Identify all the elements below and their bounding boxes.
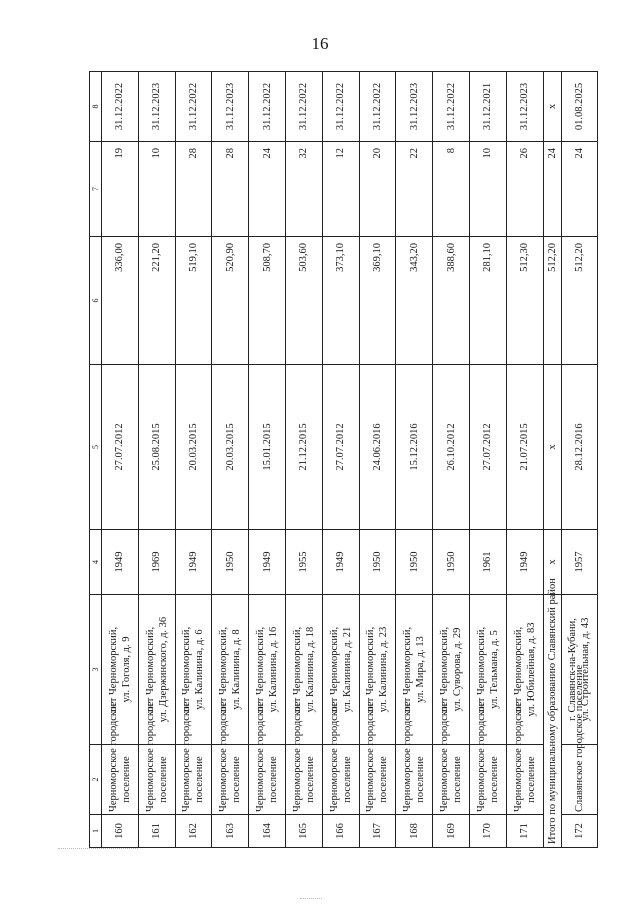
address-cell: [285, 595, 322, 745]
municipality-cell: [322, 701, 359, 815]
area-cell: 373,10: [322, 237, 359, 365]
column-number: 7: [90, 142, 102, 237]
municipality-cell: [212, 701, 249, 815]
total-row: [543, 72, 561, 848]
address-cell-line: ул. Строительная, д. 43: [580, 617, 592, 722]
municipality-cell-line: Черноморское городское: [254, 701, 266, 812]
area-cell: 520,90: [212, 237, 249, 365]
table-row: [285, 72, 322, 848]
deadline-cell: x: [543, 72, 561, 142]
address-cell-line: пгт Черноморский,: [512, 626, 524, 713]
date-cell: 27.07.2012: [322, 365, 359, 530]
scan-artifact: [58, 848, 138, 849]
address-cell-line: пгт Черноморский,: [328, 626, 340, 713]
address-cell-line: ул. Калинина, д. 16: [268, 626, 280, 713]
page-number: 16: [311, 34, 329, 53]
address-cell-line: ул. Суворова, д. 29: [452, 627, 464, 712]
address-cell-line: ул. Дзержинского, д. 36: [157, 616, 169, 723]
municipality-cell-line: Черноморское городское: [218, 701, 230, 812]
table-row: [561, 72, 598, 848]
table-row: [469, 72, 506, 848]
column-number: 6: [90, 237, 102, 365]
row-number: 165: [285, 815, 322, 848]
date-cell: 25.08.2015: [138, 365, 175, 530]
municipality-cell-line: Черноморское городское: [438, 701, 450, 812]
municipality-cell: [506, 701, 543, 815]
address-cell-line: пгт Черноморский,: [107, 626, 119, 713]
date-cell: 28.12.2016: [561, 365, 598, 530]
date-cell: 20.03.2015: [212, 365, 249, 530]
deadline-cell: 31.12.2023: [212, 72, 249, 142]
address-cell-line: ул. Калинина, д. 6: [194, 629, 206, 710]
deadline-cell: 31.12.2021: [469, 72, 506, 142]
area-cell: 503,60: [285, 237, 322, 365]
municipality-cell-line: поселение: [341, 756, 353, 803]
year-cell: 1950: [433, 530, 470, 595]
municipality-cell: [175, 701, 212, 815]
scan-artifact: [300, 898, 322, 899]
count-cell: 10: [469, 142, 506, 237]
municipality-cell-line: поселение: [157, 756, 169, 803]
row-number: 168: [396, 815, 433, 848]
row-number: 172: [561, 815, 598, 848]
header-row: [90, 72, 102, 848]
address-cell-line: ул. Калинина, д. 21: [341, 626, 353, 713]
count-cell: 19: [102, 142, 139, 237]
address-cell-line: ул. Калинина, д. 18: [304, 626, 316, 713]
row-number: 171: [506, 815, 543, 848]
year-cell: 1949: [249, 530, 286, 595]
municipality-cell: [469, 701, 506, 815]
area-cell: 336,00: [102, 237, 139, 365]
municipality-cell: [285, 701, 322, 815]
municipality-cell-line: поселение: [304, 756, 316, 803]
address-cell-line: ул. Мира, д. 13: [415, 636, 427, 703]
address-cell-line: ул. Калинина, д. 23: [378, 626, 390, 713]
address-cell: [506, 595, 543, 745]
year-cell: 1961: [469, 530, 506, 595]
municipality-cell: [102, 701, 139, 815]
count-cell: 32: [285, 142, 322, 237]
area-cell: 388,60: [433, 237, 470, 365]
date-cell: 27.07.2012: [469, 365, 506, 530]
deadline-cell: 31.12.2022: [359, 72, 396, 142]
address-cell-line: пгт Черноморский,: [218, 626, 230, 713]
address-cell-line: пгт Черноморский,: [144, 626, 156, 713]
deadline-cell: 31.12.2022: [175, 72, 212, 142]
count-cell: 22: [396, 142, 433, 237]
row-number: 161: [138, 815, 175, 848]
count-cell: 24: [249, 142, 286, 237]
count-cell: 28: [175, 142, 212, 237]
area-cell: 221,20: [138, 237, 175, 365]
count-cell: 10: [138, 142, 175, 237]
table-container: [89, 72, 592, 848]
year-cell: 1955: [285, 530, 322, 595]
date-cell: 21.07.2015: [506, 365, 543, 530]
table-row: [138, 72, 175, 848]
area-cell: 369,10: [359, 237, 396, 365]
table-row: [322, 72, 359, 848]
address-cell-line: г. Славянск-на-Кубани,: [567, 618, 579, 721]
address-cell-line: пгт Черноморский,: [438, 626, 450, 713]
deadline-cell: 01.08.2025: [561, 72, 598, 142]
rotated-table-frame: [89, 72, 592, 848]
area-cell: 519,10: [175, 237, 212, 365]
address-cell-line: ул. Тельмана, д. 5: [488, 630, 500, 709]
area-cell: 512,30: [506, 237, 543, 365]
table-row: [396, 72, 433, 848]
municipality-cell-line: поселение: [378, 756, 390, 803]
address-cell: [322, 595, 359, 745]
table-row: [175, 72, 212, 848]
municipality-cell-line: поселение: [194, 756, 206, 803]
municipality-cell-line: Черноморское городское: [107, 701, 119, 812]
address-cell: [469, 595, 506, 745]
municipality-cell: [359, 701, 396, 815]
year-cell: 1949: [175, 530, 212, 595]
address-cell-line: ул. Юбилейная, д. 83: [525, 622, 537, 717]
count-cell: 24: [543, 142, 561, 237]
row-number: 164: [249, 815, 286, 848]
date-cell: 21.12.2015: [285, 365, 322, 530]
deadline-cell: 31.12.2022: [285, 72, 322, 142]
year-cell: 1949: [102, 530, 139, 595]
year-cell: 1949: [322, 530, 359, 595]
year-cell: 1950: [396, 530, 433, 595]
row-number: 169: [433, 815, 470, 848]
municipality-cell-line: поселение: [231, 756, 243, 803]
column-number: 1: [90, 815, 102, 848]
address-cell-line: пгт Черноморский,: [475, 626, 487, 713]
column-number: 4: [90, 530, 102, 595]
table-row: [249, 72, 286, 848]
housing-registry-table: [89, 71, 598, 848]
municipality-cell-line: поселение: [452, 756, 464, 803]
date-cell: 24.06.2016: [359, 365, 396, 530]
address-cell-line: ул. Калинина, д. 8: [231, 629, 243, 710]
municipality-cell: [433, 701, 470, 815]
date-cell: x: [543, 365, 561, 530]
year-cell: 1950: [359, 530, 396, 595]
municipality-cell-line: Черноморское городское: [402, 701, 414, 812]
year-cell: 1969: [138, 530, 175, 595]
municipality-cell-line: Славянское городское поселение: [573, 664, 585, 812]
row-number: 160: [102, 815, 139, 848]
year-cell: x: [543, 530, 561, 595]
count-cell: 8: [433, 142, 470, 237]
total-label: Итого по муниципальному образованию Славянский район: [543, 595, 561, 848]
area-cell: 343,20: [396, 237, 433, 365]
address-cell-line: ул. Гоголя, д. 9: [120, 636, 132, 703]
deadline-cell: 31.12.2022: [249, 72, 286, 142]
count-cell: 12: [322, 142, 359, 237]
date-cell: 15.01.2015: [249, 365, 286, 530]
deadline-cell: 31.12.2022: [322, 72, 359, 142]
row-number: 166: [322, 815, 359, 848]
address-cell: [138, 595, 175, 745]
row-number: 167: [359, 815, 396, 848]
column-number: 2: [90, 745, 102, 815]
year-cell: 1957: [561, 530, 598, 595]
municipality-cell-line: поселение: [415, 756, 427, 803]
municipality-cell-line: поселение: [268, 756, 280, 803]
area-cell: 281,10: [469, 237, 506, 365]
deadline-cell: 31.12.2022: [433, 72, 470, 142]
municipality-cell: [249, 701, 286, 815]
column-number: 5: [90, 365, 102, 530]
date-cell: 27.07.2012: [102, 365, 139, 530]
municipality-cell-line: поселение: [488, 756, 500, 803]
count-cell: 28: [212, 142, 249, 237]
row-number: 163: [212, 815, 249, 848]
table-body: [90, 72, 598, 848]
municipality-cell-line: Черноморское городское: [291, 701, 303, 812]
address-cell-line: пгт Черноморский,: [365, 626, 377, 713]
deadline-cell: 31.12.2023: [396, 72, 433, 142]
municipality-cell-line: Черноморское городское: [365, 701, 377, 812]
address-cell-line: пгт Черноморский,: [254, 626, 266, 713]
municipality-cell-line: Черноморское городское: [328, 701, 340, 812]
table-row: [433, 72, 470, 848]
table-row: [102, 72, 139, 848]
row-number: 162: [175, 815, 212, 848]
count-cell: 20: [359, 142, 396, 237]
municipality-cell-line: поселение: [525, 756, 537, 803]
area-cell: 512,20: [561, 237, 598, 365]
deadline-cell: 31.12.2022: [102, 72, 139, 142]
column-number: 3: [90, 595, 102, 745]
municipality-cell-line: Черноморское городское: [512, 701, 524, 812]
table-row: [212, 72, 249, 848]
municipality-cell-line: Черноморское городское: [144, 701, 156, 812]
municipality-cell-line: Черноморское городское: [475, 701, 487, 812]
area-cell: 512,20: [543, 237, 561, 365]
date-cell: 26.10.2012: [433, 365, 470, 530]
date-cell: 20.03.2015: [175, 365, 212, 530]
table-row: [506, 72, 543, 848]
address-cell-line: пгт Черноморский,: [181, 626, 193, 713]
table-row: [359, 72, 396, 848]
row-number: 170: [469, 815, 506, 848]
count-cell: 24: [561, 142, 598, 237]
deadline-cell: 31.12.2023: [506, 72, 543, 142]
address-cell-line: пгт Черноморский,: [402, 626, 414, 713]
deadline-cell: 31.12.2023: [138, 72, 175, 142]
date-cell: 15.12.2016: [396, 365, 433, 530]
municipality-cell: [396, 701, 433, 815]
column-number: 8: [90, 72, 102, 142]
area-cell: 508,70: [249, 237, 286, 365]
address-cell-line: пгт Черноморский,: [291, 626, 303, 713]
year-cell: 1949: [506, 530, 543, 595]
municipality-cell-line: поселение: [120, 756, 132, 803]
municipality-cell-line: Черноморское городское: [181, 701, 193, 812]
year-cell: 1950: [212, 530, 249, 595]
count-cell: 26: [506, 142, 543, 237]
municipality-cell: [138, 701, 175, 815]
